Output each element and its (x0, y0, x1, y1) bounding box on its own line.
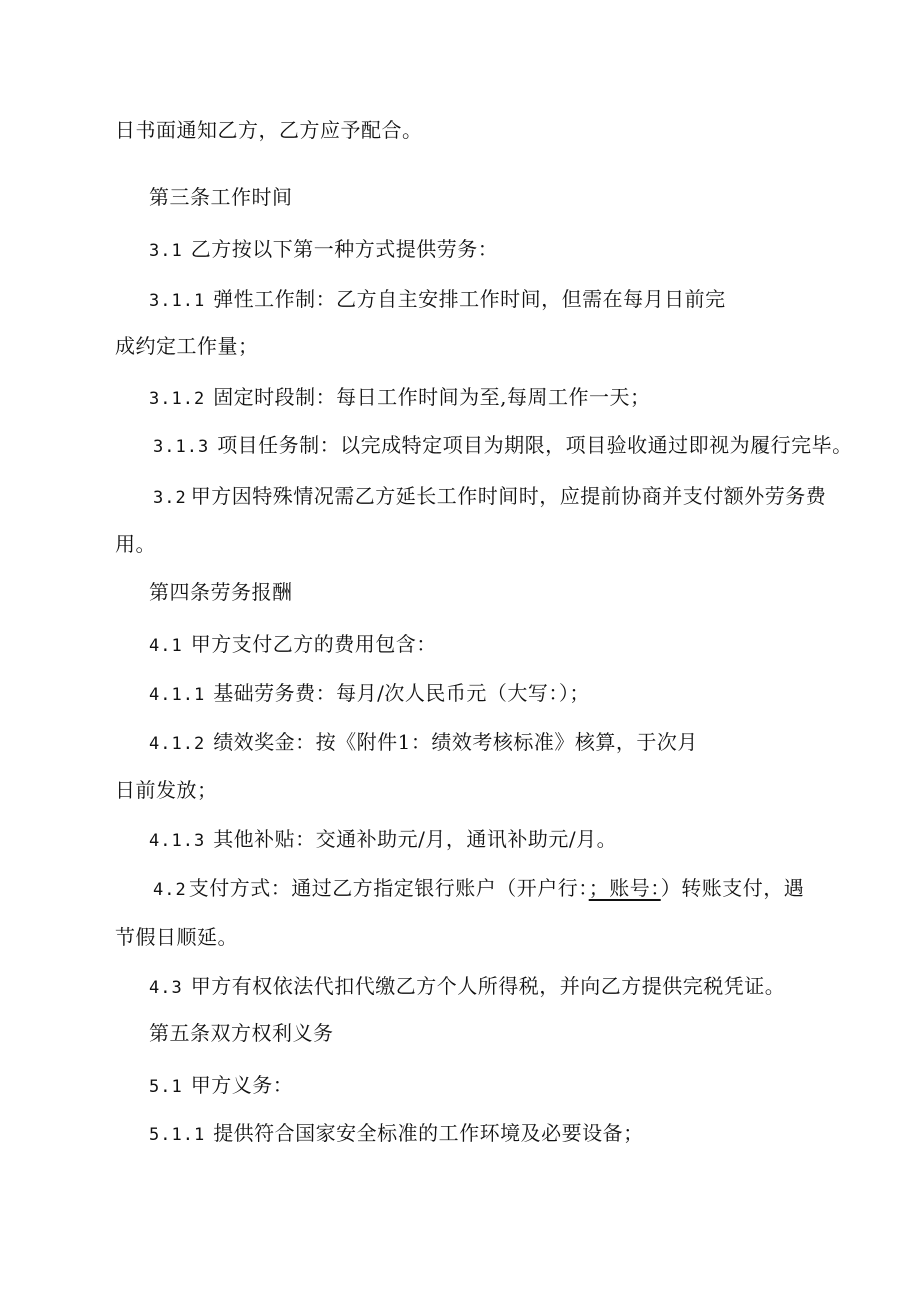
clause-number: 4.1.3 (149, 831, 206, 851)
clause-4-2-continuation (115, 923, 238, 951)
clause-number: 5.1 (149, 1077, 183, 1097)
clause-5-1 (149, 1071, 293, 1101)
clause-text: 弹性工作制：乙方自主安排工作时间，但需在每月日前完 (213, 287, 726, 311)
clause-3-2 (153, 482, 826, 512)
clause-number: 4.3 (149, 978, 183, 998)
clause-text: 乙方按以下第一种方式提供劳务： (190, 237, 499, 261)
clause-text: 成约定工作量； (115, 334, 259, 358)
paragraph-text: 日书面通知乙方，乙方应予配合。 (115, 118, 423, 142)
clause-number: 4.1 (149, 636, 183, 656)
heading-text: 第五条双方权利义务 (149, 1021, 334, 1045)
clause-3-2-continuation (115, 530, 156, 558)
clause-number: 3.1 (149, 241, 183, 261)
clause-text: 基础劳务费：每月/次人民币元（大写：）； (213, 681, 590, 705)
clause-3-1-2 (149, 383, 651, 413)
clause-text: 用。 (115, 532, 156, 556)
clause-text: 支付方式：通过乙方指定银行账户（开户行： (188, 876, 589, 900)
section-heading-article-4 (149, 578, 293, 606)
clause-3-1 (149, 235, 498, 265)
clause-number: 3.1.1 (149, 291, 206, 311)
clause-text: 节假日顺延。 (115, 925, 238, 949)
clause-number: 4.1.1 (149, 685, 206, 705)
clause-text: 日前发放； (115, 778, 218, 802)
heading-text: 第三条工作时间 (149, 185, 293, 209)
clause-text: 甲方因特殊情况需乙方延长工作时间时，应提前协商并支付额外劳务费 (190, 484, 827, 508)
clause-4-1-2-continuation (115, 776, 218, 804)
clause-text: ）转账支付，遇 (660, 876, 805, 900)
clause-number: 3.1.2 (149, 389, 206, 409)
underlined-blank: ；账号： (588, 876, 661, 900)
clause-4-3 (149, 972, 785, 1002)
clause-4-1-1 (149, 679, 590, 709)
clause-text: 提供符合国家安全标准的工作环境及必要设备； (213, 1121, 644, 1145)
clause-number: 4.2 (153, 880, 187, 900)
clause-text: 甲方义务： (190, 1073, 294, 1097)
clause-5-1-1 (149, 1119, 644, 1149)
clause-3-1-3 (153, 431, 853, 461)
clause-number: 3.1.3 (153, 437, 210, 457)
clause-text: 绩效奖金：按《附件1：绩效考核标准》核算，于次月 (213, 730, 698, 754)
paragraph-continuation (115, 116, 423, 144)
clause-number: 3.2 (153, 488, 187, 508)
clause-text: 项目任务制：以完成特定项目为期限，项目验收通过即视为履行完毕。 (217, 433, 853, 457)
heading-text: 第四条劳务报酬 (149, 580, 293, 604)
clause-4-1 (149, 630, 437, 660)
clause-text: 甲方支付乙方的费用包含： (190, 632, 437, 656)
clause-3-1-1 (149, 285, 726, 315)
section-heading-article-3 (149, 183, 293, 211)
clause-text: 甲方有权依法代扣代缴乙方个人所得税，并向乙方提供完税凭证。 (190, 974, 786, 998)
clause-text: 其他补贴：交通补助元/月，通讯补助元/月。 (213, 827, 618, 851)
clause-text: 固定时段制：每日工作时间为至,每周工作一天； (213, 385, 651, 409)
section-heading-article-5 (149, 1019, 334, 1047)
clause-4-1-2 (149, 728, 698, 758)
clause-3-1-1-continuation (115, 332, 259, 360)
clause-4-1-3 (149, 825, 617, 855)
clause-number: 5.1.1 (149, 1125, 206, 1145)
clause-number: 4.1.2 (149, 734, 206, 754)
clause-4-2 (153, 874, 804, 904)
